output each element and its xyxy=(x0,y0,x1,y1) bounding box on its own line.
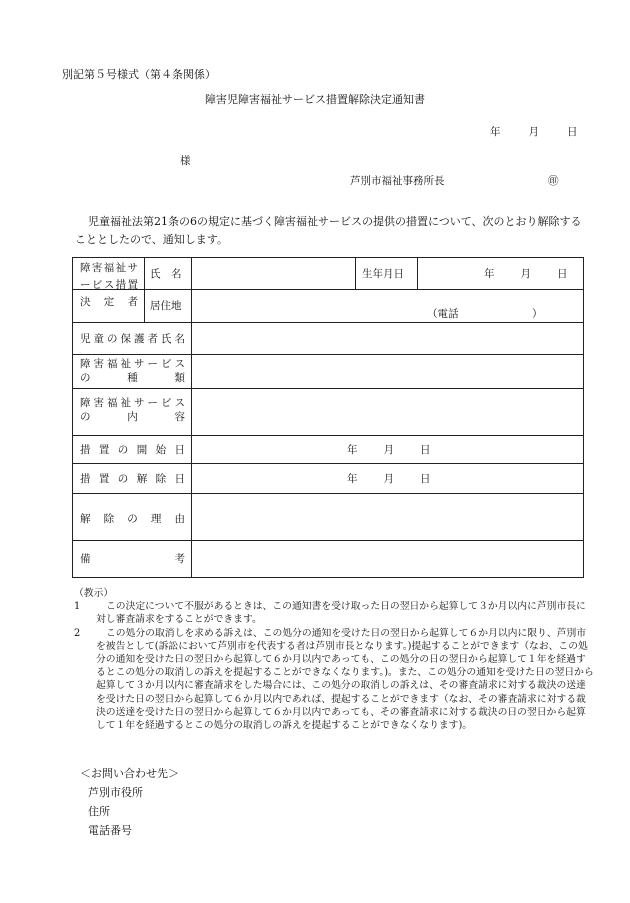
contact-office: 芦別市役所 xyxy=(88,786,143,799)
form-label: 別記第５号様式（第４条関係） xyxy=(62,68,216,81)
contact-heading: ＜お問い合わせ先＞ xyxy=(80,767,179,780)
instruction-number: 1 xyxy=(74,601,81,613)
instruction-item xyxy=(74,627,594,733)
start-month: 月 xyxy=(383,444,394,456)
start-date-label: 措置の開始日 xyxy=(80,444,185,456)
start-day: 日 xyxy=(420,444,431,456)
issue-date-month: 月 xyxy=(528,126,539,138)
issue-date-year: 年 xyxy=(490,126,501,138)
instruction-text: この決定について不服があるときは、この通知書を受け取った日の翌日から起算して３か月以内に芦別市長に対し審査請求をすることができます。 xyxy=(96,601,586,626)
birth-date-label: 生年月日 xyxy=(362,268,404,280)
end-month: 月 xyxy=(383,473,394,485)
start-date-value xyxy=(347,442,431,457)
issue-date-day: 日 xyxy=(567,126,578,138)
birth-date-value xyxy=(484,266,568,281)
service-content-label-line2: の 内 容 xyxy=(80,411,185,423)
birth-month: 月 xyxy=(520,268,531,280)
instruction-item xyxy=(74,600,594,626)
address-label: 居住地 xyxy=(150,300,182,312)
service-content-label xyxy=(80,396,185,424)
guardian-name-label: 児童の保護者氏名 xyxy=(80,333,185,345)
remarks-label xyxy=(80,551,185,566)
phone-field: （電話 ） xyxy=(427,308,543,320)
instruction-text: この処分の取消しを求める訴えは、この処分の通知を受けた日の翌日から起算して６か月以内に限り、芦別市を被告として(訴訟において芦別市を代表する者は芦別市長となります。)提起することができます（なお、この処分の通知を受けた日の翌日から起算して６か月以内であっても、この処分の日の翌日から起算して１年を経過するとこの処分の取消しの訴えを提起することができなくなります。)。また、この処分の通知を受けた日の翌日から起算して３か月以内に審査請求をした場合には、この処分の取消しの訴えは、その審査請求に対する裁決の送達を受けた日の翌日から起算して６か月以内であれば、提起することができます（なお、その審査請求に対する裁決の送達を受けた日の翌日から起算して６か月以内であっても、その審査請求に対する裁決の日の翌日から起算して１年を経過するとこの処分の取消しの訴えを提起することができなくなります)。 xyxy=(96,627,594,732)
contact-phone-label: 電話番号 xyxy=(88,824,132,837)
seal-mark: ㊞ xyxy=(548,175,559,187)
contact-address-label: 住所 xyxy=(88,805,110,818)
addressee-suffix: 様 xyxy=(180,155,191,167)
recipient-label: 障害福祉サービス措置決定者 xyxy=(80,262,138,308)
service-type-label xyxy=(80,357,185,385)
instructions xyxy=(74,587,594,732)
end-day: 日 xyxy=(420,473,431,485)
document-title: 障害児障害福祉サービス措置解除決定通知書 xyxy=(205,93,425,106)
body-text: 児童福祉法第21条の6の規定に基づく障害福祉サービスの提供の措置について、次のとおり解除することとしたので、通知します。 xyxy=(75,215,582,246)
cancellation-reason-label: 解除の理由 xyxy=(80,513,185,525)
end-date-value xyxy=(347,471,431,486)
end-year: 年 xyxy=(347,473,358,485)
birth-day: 日 xyxy=(557,268,568,280)
start-year: 年 xyxy=(347,444,358,456)
remarks-label-a: 備 xyxy=(80,553,91,565)
contact-info xyxy=(80,764,179,840)
instructions-heading: （教示） xyxy=(74,588,114,599)
service-content-label-line1: 障害福祉サービス xyxy=(80,397,185,409)
service-type-label-line1: 障害福祉サービス xyxy=(80,358,185,370)
end-date-label: 措置の解除日 xyxy=(80,473,185,485)
issue-date xyxy=(490,124,578,139)
remarks-label-b: 考 xyxy=(174,553,185,565)
issuer-name: 芦別市福祉事務所長 xyxy=(350,175,445,187)
name-label: 氏 名 xyxy=(150,268,182,280)
instruction-number: 2 xyxy=(74,627,81,639)
birth-year: 年 xyxy=(484,268,495,280)
service-type-label-line2: の 種 類 xyxy=(80,372,185,384)
